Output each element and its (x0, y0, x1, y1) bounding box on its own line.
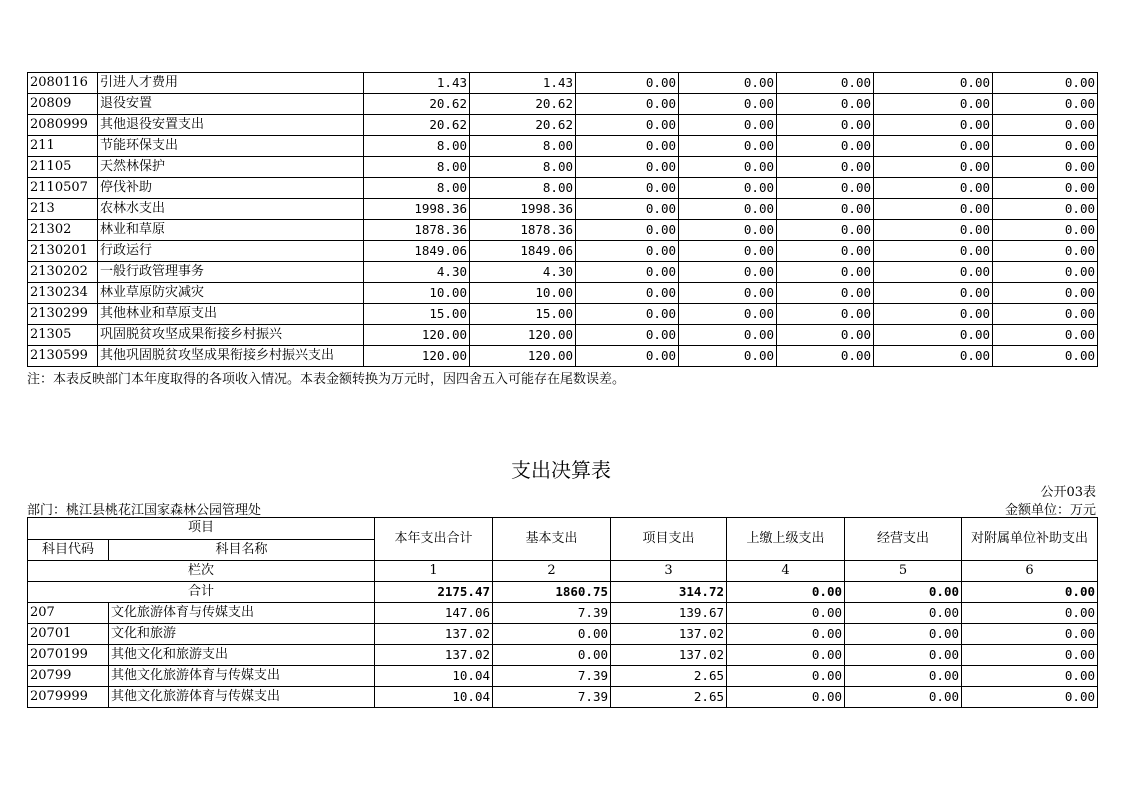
amount-cell: 1849.06 (364, 241, 470, 262)
amount-cell: 1998.36 (364, 199, 470, 220)
subject-code: 211 (28, 136, 98, 157)
total-value: 0.00 (727, 582, 845, 603)
amount-cell: 0.00 (962, 666, 1098, 687)
amount-cell: 8.00 (470, 136, 576, 157)
amount-cell: 0.00 (993, 283, 1098, 304)
subject-name: 引进人才费用 (98, 73, 364, 94)
subject-code: 2110507 (28, 178, 98, 199)
amount-cell: 0.00 (679, 346, 777, 367)
amount-cell: 10.04 (375, 666, 493, 687)
amount-cell: 8.00 (470, 178, 576, 199)
amount-cell: 0.00 (874, 241, 993, 262)
table-row (28, 666, 1098, 687)
amount-cell: 8.00 (364, 136, 470, 157)
header-code: 科目代码 (28, 539, 109, 561)
amount-cell: 0.00 (576, 241, 679, 262)
subject-name: 退役安置 (98, 94, 364, 115)
subject-code: 2130201 (28, 241, 98, 262)
total-value: 1860.75 (493, 582, 611, 603)
subject-code: 2130299 (28, 304, 98, 325)
amount-cell: 0.00 (874, 115, 993, 136)
amount-cell: 0.00 (777, 262, 874, 283)
amount-cell: 0.00 (874, 325, 993, 346)
amount-cell: 0.00 (874, 283, 993, 304)
unit-label: 金额单位：万元 (1004, 503, 1096, 518)
amount-cell: 0.00 (576, 199, 679, 220)
amount-cell: 0.00 (777, 73, 874, 94)
amount-cell: 0.00 (576, 325, 679, 346)
amount-cell: 0.00 (493, 624, 611, 645)
amount-cell: 0.00 (874, 136, 993, 157)
amount-cell: 7.39 (493, 666, 611, 687)
subject-code: 2130202 (28, 262, 98, 283)
subject-name: 其他巩固脱贫攻坚成果衔接乡村振兴支出 (98, 346, 364, 367)
amount-cell: 0.00 (493, 645, 611, 666)
expenditure-table-body (28, 603, 1098, 708)
subject-code: 21105 (28, 157, 98, 178)
subject-code: 20799 (28, 666, 109, 687)
amount-cell: 137.02 (611, 624, 727, 645)
amount-cell: 0.00 (993, 157, 1098, 178)
amount-cell: 8.00 (470, 157, 576, 178)
amount-cell: 0.00 (576, 262, 679, 283)
amount-cell: 0.00 (679, 157, 777, 178)
amount-cell: 0.00 (576, 136, 679, 157)
amount-cell: 0.00 (993, 199, 1098, 220)
amount-cell: 0.00 (993, 304, 1098, 325)
table-row (28, 687, 1098, 708)
amount-cell: 0.00 (993, 73, 1098, 94)
subject-name: 其他退役安置支出 (98, 115, 364, 136)
amount-cell: 139.67 (611, 603, 727, 624)
amount-cell: 120.00 (470, 346, 576, 367)
amount-cell: 0.00 (679, 199, 777, 220)
amount-cell: 7.39 (493, 603, 611, 624)
amount-cell: 20.62 (470, 94, 576, 115)
amount-cell: 0.00 (993, 346, 1098, 367)
amount-cell: 120.00 (364, 346, 470, 367)
col-number: 3 (611, 561, 727, 582)
amount-cell: 0.00 (576, 94, 679, 115)
amount-cell: 0.00 (874, 262, 993, 283)
subject-code: 20809 (28, 94, 98, 115)
subject-code: 2130599 (28, 346, 98, 367)
subject-name: 其他文化旅游体育与传媒支出 (109, 687, 375, 708)
amount-cell: 0.00 (874, 178, 993, 199)
amount-cell: 0.00 (727, 603, 845, 624)
amount-cell: 2.65 (611, 687, 727, 708)
amount-cell: 0.00 (845, 687, 962, 708)
column-number-row (28, 561, 1098, 582)
amount-cell: 0.00 (993, 325, 1098, 346)
amount-cell: 0.00 (845, 666, 962, 687)
amount-cell: 0.00 (576, 115, 679, 136)
table-row (28, 304, 1098, 325)
header-col-1: 本年支出合计 (375, 518, 493, 561)
amount-cell: 0.00 (727, 666, 845, 687)
income-table-continued (27, 72, 1098, 367)
subject-name: 文化和旅游 (109, 624, 375, 645)
amount-cell: 0.00 (874, 220, 993, 241)
subject-name: 林业和草原 (98, 220, 364, 241)
amount-cell: 20.62 (364, 115, 470, 136)
amount-cell: 0.00 (962, 603, 1098, 624)
amount-cell: 8.00 (364, 157, 470, 178)
amount-cell: 0.00 (777, 115, 874, 136)
amount-cell: 0.00 (777, 220, 874, 241)
col-number: 5 (845, 561, 962, 582)
amount-cell: 0.00 (679, 241, 777, 262)
amount-cell: 120.00 (364, 325, 470, 346)
amount-cell: 0.00 (962, 687, 1098, 708)
amount-cell: 10.04 (375, 687, 493, 708)
amount-cell: 4.30 (364, 262, 470, 283)
subject-name: 其他文化旅游体育与传媒支出 (109, 666, 375, 687)
amount-cell: 0.00 (576, 346, 679, 367)
total-value: 314.72 (611, 582, 727, 603)
amount-cell: 0.00 (576, 283, 679, 304)
table-row (28, 645, 1098, 666)
total-label: 合计 (28, 582, 375, 603)
amount-cell: 0.00 (679, 283, 777, 304)
table-row (28, 94, 1098, 115)
amount-cell: 0.00 (727, 624, 845, 645)
total-value: 2175.47 (375, 582, 493, 603)
amount-cell: 15.00 (364, 304, 470, 325)
amount-cell: 0.00 (874, 157, 993, 178)
amount-cell: 8.00 (364, 178, 470, 199)
amount-cell: 10.00 (364, 283, 470, 304)
amount-cell: 0.00 (679, 304, 777, 325)
amount-cell: 1878.36 (470, 220, 576, 241)
amount-cell: 0.00 (576, 73, 679, 94)
amount-cell: 0.00 (874, 94, 993, 115)
subject-code: 2080999 (28, 115, 98, 136)
amount-cell: 0.00 (874, 304, 993, 325)
table-row (28, 199, 1098, 220)
amount-cell: 137.02 (375, 624, 493, 645)
table-row (28, 624, 1098, 645)
table-row (28, 136, 1098, 157)
amount-cell: 0.00 (845, 603, 962, 624)
amount-cell: 0.00 (993, 136, 1098, 157)
amount-cell: 0.00 (993, 220, 1098, 241)
amount-cell: 120.00 (470, 325, 576, 346)
table-row (28, 283, 1098, 304)
header-project: 项目 (28, 518, 375, 540)
subject-name: 其他林业和草原支出 (98, 304, 364, 325)
subject-name: 其他文化和旅游支出 (109, 645, 375, 666)
amount-cell: 0.00 (777, 94, 874, 115)
total-value: 0.00 (845, 582, 962, 603)
income-table-body (28, 73, 1098, 367)
amount-cell: 2.65 (611, 666, 727, 687)
subject-code: 2080116 (28, 73, 98, 94)
amount-cell: 0.00 (874, 199, 993, 220)
subject-code: 2070199 (28, 645, 109, 666)
amount-cell: 20.62 (470, 115, 576, 136)
subject-code: 2079999 (28, 687, 109, 708)
amount-cell: 0.00 (679, 115, 777, 136)
amount-cell: 0.00 (845, 624, 962, 645)
subject-name: 一般行政管理事务 (98, 262, 364, 283)
form-number: 公开03表 (1040, 485, 1096, 500)
table-row (28, 178, 1098, 199)
amount-cell: 0.00 (679, 178, 777, 199)
subject-name: 林业草原防灾减灾 (98, 283, 364, 304)
col-number: 6 (962, 561, 1098, 582)
subject-name: 行政运行 (98, 241, 364, 262)
subject-code: 21302 (28, 220, 98, 241)
amount-cell: 1998.36 (470, 199, 576, 220)
amount-cell: 0.00 (777, 346, 874, 367)
amount-cell: 0.00 (777, 136, 874, 157)
subject-name: 节能环保支出 (98, 136, 364, 157)
subject-code: 2130234 (28, 283, 98, 304)
amount-cell: 0.00 (727, 645, 845, 666)
total-row (28, 582, 1098, 603)
amount-cell: 0.00 (993, 115, 1098, 136)
subject-code: 21305 (28, 325, 98, 346)
amount-cell: 0.00 (993, 241, 1098, 262)
col-number: 1 (375, 561, 493, 582)
amount-cell: 0.00 (727, 687, 845, 708)
table-row (28, 220, 1098, 241)
col-number: 2 (493, 561, 611, 582)
amount-cell: 15.00 (470, 304, 576, 325)
amount-cell: 0.00 (777, 304, 874, 325)
amount-cell: 0.00 (679, 262, 777, 283)
table-row (28, 325, 1098, 346)
subject-name: 天然林保护 (98, 157, 364, 178)
amount-cell: 0.00 (576, 178, 679, 199)
amount-cell: 0.00 (993, 178, 1098, 199)
amount-cell: 0.00 (777, 325, 874, 346)
subject-name: 巩固脱贫攻坚成果衔接乡村振兴 (98, 325, 364, 346)
amount-cell: 0.00 (993, 262, 1098, 283)
table-row (28, 346, 1098, 367)
amount-cell: 137.02 (375, 645, 493, 666)
amount-cell: 0.00 (679, 94, 777, 115)
amount-cell: 1849.06 (470, 241, 576, 262)
table-note: 注：本表反映部门本年度取得的各项收入情况。本表金额转换为万元时，因四舍五入可能存在尾数误差。 (27, 372, 626, 387)
amount-cell: 7.39 (493, 687, 611, 708)
amount-cell: 0.00 (576, 304, 679, 325)
table-row (28, 115, 1098, 136)
amount-cell: 0.00 (993, 94, 1098, 115)
amount-cell: 4.30 (470, 262, 576, 283)
amount-cell: 0.00 (679, 325, 777, 346)
amount-cell: 0.00 (874, 346, 993, 367)
amount-cell: 1.43 (470, 73, 576, 94)
amount-cell: 0.00 (679, 220, 777, 241)
amount-cell: 0.00 (777, 157, 874, 178)
page-title: 支出决算表 (511, 458, 611, 482)
subject-code: 207 (28, 603, 109, 624)
subject-name: 停伐补助 (98, 178, 364, 199)
table-row (28, 241, 1098, 262)
subject-code: 20701 (28, 624, 109, 645)
table-row (28, 157, 1098, 178)
amount-cell: 0.00 (777, 178, 874, 199)
amount-cell: 1878.36 (364, 220, 470, 241)
amount-cell: 0.00 (576, 220, 679, 241)
subject-name: 文化旅游体育与传媒支出 (109, 603, 375, 624)
header-col-2: 基本支出 (493, 518, 611, 561)
amount-cell: 0.00 (777, 199, 874, 220)
amount-cell: 0.00 (874, 73, 993, 94)
header-col-5: 经营支出 (845, 518, 962, 561)
amount-cell: 147.06 (375, 603, 493, 624)
amount-cell: 1.43 (364, 73, 470, 94)
header-row-1 (28, 518, 1098, 540)
amount-cell: 0.00 (962, 645, 1098, 666)
table-row (28, 603, 1098, 624)
amount-cell: 10.00 (470, 283, 576, 304)
row-label: 栏次 (28, 561, 375, 582)
amount-cell: 20.62 (364, 94, 470, 115)
subject-name: 农林水支出 (98, 199, 364, 220)
amount-cell: 0.00 (679, 136, 777, 157)
col-number: 4 (727, 561, 845, 582)
amount-cell: 137.02 (611, 645, 727, 666)
header-col-3: 项目支出 (611, 518, 727, 561)
amount-cell: 0.00 (777, 283, 874, 304)
amount-cell: 0.00 (845, 645, 962, 666)
table-row (28, 73, 1098, 94)
amount-cell: 0.00 (679, 73, 777, 94)
header-name: 科目名称 (109, 539, 375, 561)
header-col-6: 对附属单位补助支出 (962, 518, 1098, 561)
total-value: 0.00 (962, 582, 1098, 603)
table-row (28, 262, 1098, 283)
amount-cell: 0.00 (777, 241, 874, 262)
department-label: 部门：桃江县桃花江国家森林公园管理处 (27, 503, 262, 518)
amount-cell: 0.00 (962, 624, 1098, 645)
header-col-4: 上缴上级支出 (727, 518, 845, 561)
amount-cell: 0.00 (576, 157, 679, 178)
expenditure-table (27, 517, 1098, 708)
subject-code: 213 (28, 199, 98, 220)
